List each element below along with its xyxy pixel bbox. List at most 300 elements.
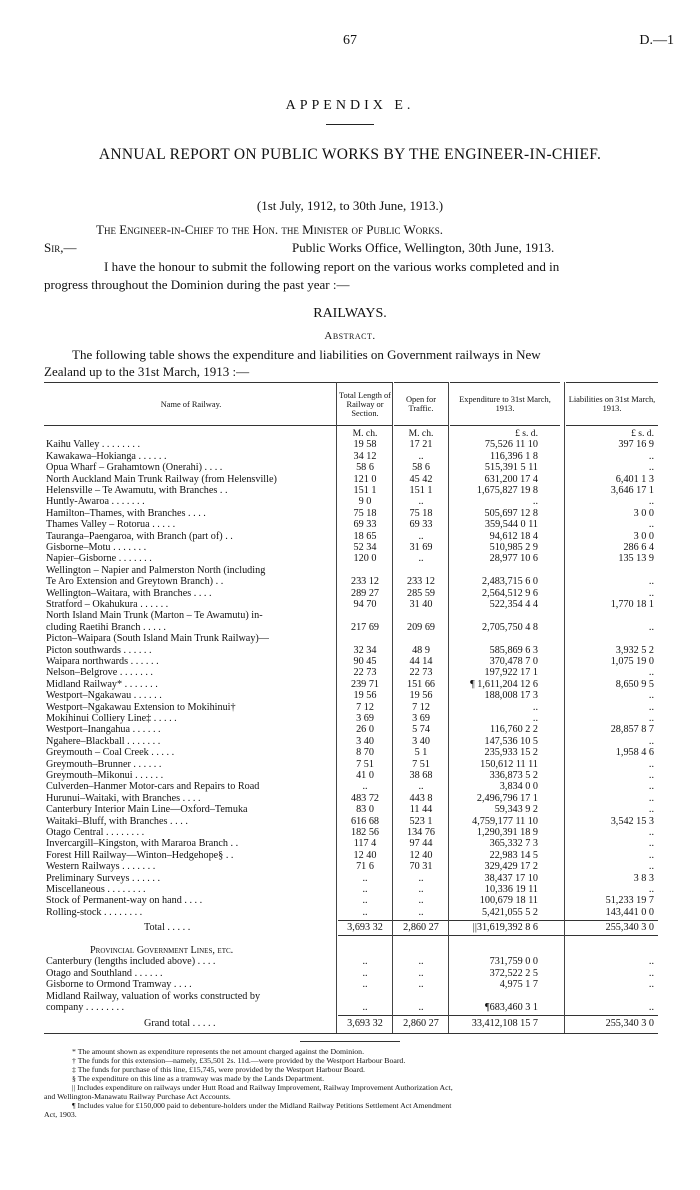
table-row bbox=[44, 519, 658, 530]
liabilities: .. bbox=[648, 758, 654, 770]
grand-total-liabilities: 255,340 3 0 bbox=[605, 1018, 654, 1030]
expenditure: 4,975 1 7 bbox=[499, 979, 538, 991]
grand-total-rule bbox=[338, 1015, 658, 1016]
open-for-traffic: 233 12 bbox=[406, 576, 435, 588]
railway-name: Westport–Ngakawau Extension to Mokihinui† bbox=[46, 701, 236, 713]
section-title: RAILWAYS. bbox=[313, 306, 387, 321]
liabilities: .. bbox=[648, 804, 654, 816]
total-length: 71 6 bbox=[356, 861, 374, 873]
open-for-traffic: 11 44 bbox=[409, 804, 433, 816]
total-length: .. bbox=[362, 956, 368, 968]
expenditure: 100,679 18 11 bbox=[479, 895, 538, 907]
total-length: 69 33 bbox=[353, 519, 377, 531]
total-length: 7 51 bbox=[356, 758, 374, 770]
report-title: ANNUAL REPORT ON PUBLIC WORKS BY THE ENGINEER-IN-CHIEF. bbox=[98, 146, 602, 163]
total-length: 58 6 bbox=[356, 462, 374, 474]
provincial-row bbox=[44, 968, 658, 979]
liabilities: .. bbox=[648, 519, 654, 531]
expenditure: 150,612 11 11 bbox=[480, 758, 538, 770]
table-row bbox=[44, 576, 658, 587]
expenditure: 505,697 12 8 bbox=[484, 507, 538, 519]
open-for-traffic: 5 1 bbox=[414, 747, 428, 759]
expenditure: 3,834 0 0 bbox=[499, 781, 538, 793]
railway-name: Canterbury Interior Main Line—Oxford–Temuka bbox=[46, 804, 248, 816]
railway-name: Stock of Permanent-way on hand . . . . bbox=[46, 895, 203, 907]
footnote: Act, 1903. bbox=[44, 1109, 77, 1119]
railway-name: Greymouth – Coal Creek . . . . . bbox=[46, 747, 175, 759]
liabilities: .. bbox=[648, 956, 654, 968]
total-length: 3,693 32 bbox=[347, 922, 383, 934]
open-for-traffic: .. bbox=[418, 553, 424, 565]
footnote: ¶ Includes value for £150,000 paid to debenture-holders under the Midland Railway Petitions Settlement Act Amendment bbox=[72, 1100, 452, 1110]
column-divider bbox=[392, 382, 393, 1033]
total-length: 19 58 bbox=[353, 439, 377, 451]
railway-name: Rolling-stock . . . . . . . . bbox=[46, 906, 143, 918]
total-length: 52 34 bbox=[353, 542, 377, 553]
intro-paragraph-line: I have the honour to submit the following report on the various works completed and in bbox=[104, 259, 560, 274]
table-row bbox=[44, 759, 658, 770]
total-length: 7 12 bbox=[356, 701, 374, 713]
open-for-traffic: .. bbox=[418, 781, 424, 793]
header-liabilities: Liabilities on 31st March, 1913. bbox=[566, 382, 658, 426]
total-length: 3 69 bbox=[356, 713, 374, 724]
expenditure: 510,985 2 9 bbox=[489, 542, 538, 553]
units-row bbox=[44, 428, 658, 439]
expenditure: 336,873 5 2 bbox=[489, 770, 538, 781]
table-row bbox=[44, 793, 658, 804]
heading-rule bbox=[326, 124, 374, 125]
table-row bbox=[44, 804, 658, 815]
table-bottom-rule bbox=[44, 1033, 658, 1034]
railway-name: Wellington – Napier and Palmerston North (including bbox=[46, 564, 266, 576]
total-length: .. bbox=[362, 872, 368, 884]
expenditure: 188,008 17 3 bbox=[484, 690, 538, 702]
expenditure: 5,421,055 5 2 bbox=[481, 906, 538, 918]
liabilities: 6,401 1 3 bbox=[615, 473, 654, 485]
railway-name: Opua Wharf – Grahamtown (Onerahi) . . . . bbox=[46, 462, 223, 474]
total-length: .. bbox=[362, 895, 368, 907]
total-length: 41 0 bbox=[356, 770, 374, 781]
railway-name: Helensville – Te Awamutu, with Branches . . bbox=[46, 485, 228, 496]
provincial-heading-text: Provincial Government Lines, etc. bbox=[90, 945, 234, 956]
expenditure: 2,483,715 6 0 bbox=[481, 576, 538, 588]
open-for-traffic: 22 73 bbox=[409, 667, 433, 679]
liabilities: .. bbox=[648, 792, 654, 804]
railway-name: Greymouth–Brunner . . . . . . bbox=[46, 758, 162, 770]
expenditure: 1,290,391 18 9 bbox=[476, 827, 538, 838]
total-liabilities: 255,340 3 0 bbox=[605, 922, 654, 934]
railway-name: Gisborne–Motu . . . . . . . bbox=[46, 542, 147, 553]
table-row bbox=[44, 610, 658, 621]
open-for-traffic: 31 40 bbox=[409, 599, 433, 610]
total-open: 2,860 27 bbox=[403, 922, 439, 934]
total-rule bbox=[338, 920, 658, 921]
table-row bbox=[44, 850, 658, 861]
column-divider bbox=[336, 382, 337, 1033]
column-divider bbox=[448, 382, 449, 1033]
liabilities: 28,857 8 7 bbox=[610, 724, 654, 736]
intro-paragraph-line: progress throughout the Dominion during the past year :— bbox=[44, 277, 350, 292]
provincial-row bbox=[44, 991, 658, 1002]
salutation: Sir,— bbox=[44, 240, 77, 255]
total-length: 12 40 bbox=[353, 849, 377, 861]
railway-name: Preliminary Surveys . . . . . . bbox=[46, 872, 161, 884]
railway-name: Kaihu Valley . . . . . . . . bbox=[46, 439, 141, 451]
open-for-traffic: 12 40 bbox=[409, 849, 433, 861]
total-length: .. bbox=[362, 906, 368, 918]
appendix-heading: APPENDIX E. bbox=[285, 98, 415, 113]
liabilities: .. bbox=[648, 667, 654, 679]
expenditure: .. bbox=[532, 496, 538, 508]
railway-name: Wellington–Waitara, with Branches . . . . bbox=[46, 587, 212, 599]
liabilities: .. bbox=[648, 770, 654, 781]
open-for-traffic: 48 9 bbox=[412, 644, 430, 656]
unit-length: M. ch. bbox=[352, 428, 378, 439]
table-row bbox=[44, 531, 658, 542]
liabilities: 3 8 3 bbox=[633, 872, 654, 884]
railway-name: Stratford – Okahukura . . . . . . bbox=[46, 599, 169, 610]
expenditure: 235,933 15 2 bbox=[484, 747, 538, 759]
provincial-row bbox=[44, 1002, 658, 1013]
open-for-traffic: .. bbox=[418, 956, 424, 968]
unit-expenditure: £ s. d. bbox=[515, 428, 538, 439]
total-label: Total . . . . . bbox=[144, 922, 191, 934]
open-for-traffic: 17 21 bbox=[409, 439, 433, 451]
total-length: 8 70 bbox=[356, 747, 374, 759]
table-row bbox=[44, 633, 658, 644]
liabilities: .. bbox=[648, 496, 654, 508]
expenditure: 372,522 2 5 bbox=[489, 967, 538, 979]
expenditure: 22,983 14 5 bbox=[489, 849, 538, 861]
open-for-traffic: 97 44 bbox=[409, 838, 433, 850]
liabilities: 51,233 19 7 bbox=[605, 895, 654, 907]
total-length: .. bbox=[362, 884, 368, 895]
office-dateline: Public Works Office, Wellington, 30th June, 1913. bbox=[292, 240, 555, 255]
table-row bbox=[44, 770, 658, 781]
table-row bbox=[44, 827, 658, 838]
liabilities: 1,075 19 0 bbox=[610, 656, 654, 667]
table-row bbox=[44, 816, 658, 827]
liabilities: .. bbox=[648, 713, 654, 724]
railway-name: Mokihinui Colliery Line‡ . . . . . bbox=[46, 713, 177, 724]
table-row bbox=[44, 462, 658, 473]
open-for-traffic: 58 6 bbox=[412, 462, 430, 474]
open-for-traffic: .. bbox=[418, 530, 424, 542]
footnote-rule bbox=[300, 1041, 400, 1042]
table-row bbox=[44, 781, 658, 792]
report-dates: (1st July, 1912, to 30th June, 1913.) bbox=[256, 198, 444, 213]
liabilities: 3 0 0 bbox=[633, 507, 654, 519]
railway-name: Nelson–Belgrove . . . . . . . bbox=[46, 667, 153, 679]
railway-name: Invercargill–Kingston, with Mararoa Branch . . bbox=[46, 838, 239, 850]
railway-name: North Auckland Main Trunk Railway (from Helensville) bbox=[46, 473, 277, 485]
expenditure: 59,343 9 2 bbox=[494, 804, 538, 816]
liabilities: 3 0 0 bbox=[633, 530, 654, 542]
total-length: 217 69 bbox=[350, 621, 379, 633]
liabilities: .. bbox=[648, 735, 654, 747]
total-length: .. bbox=[362, 781, 368, 793]
header-name: Name of Railway. bbox=[44, 382, 338, 426]
liabilities: 397 16 9 bbox=[618, 439, 654, 451]
table-row bbox=[44, 690, 658, 701]
open-for-traffic: 523 1 bbox=[409, 815, 433, 827]
liabilities: 3,542 15 3 bbox=[610, 815, 654, 827]
liabilities: .. bbox=[648, 838, 654, 850]
addressing-line: The Engineer-in-Chief to the Hon. the Minister of Public Works. bbox=[96, 222, 443, 237]
expenditure: 522,354 4 4 bbox=[489, 599, 538, 610]
railway-name: Napier–Gisborne . . . . . . . bbox=[46, 553, 152, 565]
table-row bbox=[44, 542, 658, 553]
railway-name: Midland Railway, valuation of works constructed by bbox=[46, 990, 261, 1002]
open-for-traffic: .. bbox=[418, 979, 424, 991]
total-length: 26 0 bbox=[356, 724, 374, 736]
expenditure: 116,760 2 2 bbox=[489, 724, 538, 736]
table-intro-line: The following table shows the expenditure and liabilities on Government railways in New bbox=[72, 347, 541, 362]
total-row bbox=[44, 922, 658, 933]
footnote: † The funds for this extension—namely, £35,501 2s. 11d.—were provided by the Westport Harbour Board. bbox=[72, 1055, 406, 1065]
railway-name: company . . . . . . . . bbox=[46, 1002, 125, 1013]
table-row bbox=[44, 553, 658, 564]
table-row bbox=[44, 645, 658, 656]
railway-name: Tauranga–Paengaroa, with Branch (part of) . . bbox=[46, 530, 233, 542]
railway-name: Waipara northwards . . . . . . bbox=[46, 656, 159, 667]
total-rule bbox=[338, 935, 658, 936]
liabilities: 286 6 4 bbox=[623, 542, 654, 553]
total-length: 151 1 bbox=[353, 485, 377, 496]
grand-total-label: Grand total . . . . . bbox=[144, 1018, 216, 1030]
page-number: 67 bbox=[343, 33, 357, 48]
expenditure: 585,869 6 3 bbox=[489, 644, 538, 656]
expenditure: 116,396 1 8 bbox=[489, 450, 538, 462]
total-length: 239 71 bbox=[350, 678, 379, 690]
grand-total-row bbox=[44, 1018, 658, 1029]
table-row bbox=[44, 485, 658, 496]
open-for-traffic: 44 14 bbox=[409, 656, 433, 667]
header-expenditure: Expenditure to 31st March, 1913. bbox=[450, 382, 560, 426]
expenditure: 28,977 10 6 bbox=[489, 553, 538, 565]
grand-total-expenditure: 33,412,108 15 7 bbox=[471, 1018, 538, 1030]
railway-name: Westport–Ngakawau . . . . . . bbox=[46, 690, 162, 702]
railway-name: Culverden–Hanmer Motor-cars and Repairs to Road bbox=[46, 781, 260, 793]
table-row bbox=[44, 599, 658, 610]
liabilities: 135 13 9 bbox=[618, 553, 654, 565]
expenditure: 1,675,827 19 8 bbox=[476, 485, 538, 496]
expenditure: 197,922 17 1 bbox=[484, 667, 538, 679]
total-length: .. bbox=[362, 979, 368, 991]
open-for-traffic: 38 68 bbox=[409, 770, 433, 781]
railway-name: Greymouth–Mikonui . . . . . . bbox=[46, 770, 164, 781]
expenditure: 2,496,796 17 1 bbox=[476, 792, 538, 804]
total-length: 117 4 bbox=[353, 838, 377, 850]
total-length: 182 56 bbox=[350, 827, 379, 838]
open-for-traffic: 209 69 bbox=[406, 621, 435, 633]
liabilities: .. bbox=[648, 587, 654, 599]
open-for-traffic: .. bbox=[418, 906, 424, 918]
expenditure: 515,391 5 11 bbox=[484, 462, 538, 474]
table-intro-line: Zealand up to the 31st March, 1913 :— bbox=[44, 364, 250, 379]
total-length: 483 72 bbox=[350, 792, 379, 804]
liabilities: .. bbox=[648, 621, 654, 633]
open-for-traffic: 3 69 bbox=[412, 713, 430, 724]
table-row bbox=[44, 667, 658, 678]
footnote: and Wellington-Manawatu Railway Purchase Act Accounts. bbox=[44, 1091, 231, 1101]
expenditure: 631,200 17 4 bbox=[484, 473, 538, 485]
total-length: 83 0 bbox=[356, 804, 374, 816]
liabilities: .. bbox=[648, 462, 654, 474]
railway-name: cluding Raetihi Branch . . . . . bbox=[46, 621, 166, 633]
footnote: § The expenditure on this line as a tramway was made by the Lands Department. bbox=[72, 1073, 325, 1083]
document-reference: D.—1 bbox=[639, 33, 674, 48]
table-row bbox=[44, 474, 658, 485]
grand-total-open: 2,860 27 bbox=[403, 1018, 439, 1030]
total-length: 32 34 bbox=[353, 644, 377, 656]
table-row bbox=[44, 884, 658, 895]
open-for-traffic: .. bbox=[418, 967, 424, 979]
open-for-traffic: 151 66 bbox=[406, 678, 435, 690]
column-divider bbox=[564, 382, 565, 1033]
liabilities: 143,441 0 0 bbox=[605, 906, 654, 918]
total-length: 94 70 bbox=[353, 599, 377, 610]
table-row bbox=[44, 439, 658, 450]
liabilities: 3,932 5 2 bbox=[615, 644, 654, 656]
total-length: 616 68 bbox=[350, 815, 379, 827]
total-length: 121 0 bbox=[353, 473, 377, 485]
provincial-row bbox=[44, 979, 658, 990]
expenditure: 370,478 7 0 bbox=[489, 656, 538, 667]
unit-liabilities: £ s. d. bbox=[631, 428, 654, 439]
liabilities: .. bbox=[648, 1002, 654, 1013]
open-for-traffic: 31 69 bbox=[409, 542, 433, 553]
total-length: 90 45 bbox=[353, 656, 377, 667]
liabilities: 1,958 4 6 bbox=[615, 747, 654, 759]
railway-name: Ngahere–Blackball . . . . . . . bbox=[46, 735, 161, 747]
table-row bbox=[44, 702, 658, 713]
table-row bbox=[44, 508, 658, 519]
footnote: * The amount shown as expenditure represents the net amount charged against the Dominion. bbox=[72, 1046, 365, 1056]
open-for-traffic: 19 56 bbox=[409, 690, 433, 702]
railway-name: Western Railways . . . . . . . bbox=[46, 861, 156, 873]
open-for-traffic: 3 40 bbox=[412, 735, 430, 747]
table-row bbox=[44, 713, 658, 724]
grand-total-length: 3,693 32 bbox=[347, 1018, 383, 1030]
open-for-traffic: .. bbox=[418, 496, 424, 508]
total-length: 120 0 bbox=[353, 553, 377, 565]
railway-name: Otago and Southland . . . . . . bbox=[46, 967, 163, 979]
total-expenditure: ||31,619,392 8 6 bbox=[472, 922, 538, 934]
liabilities: .. bbox=[648, 690, 654, 702]
liabilities: .. bbox=[648, 884, 654, 895]
open-for-traffic: 285 59 bbox=[406, 587, 435, 599]
expenditure: 38,437 17 10 bbox=[484, 872, 538, 884]
expenditure: 10,336 19 11 bbox=[484, 884, 538, 895]
total-length: 233 12 bbox=[350, 576, 379, 588]
table-row bbox=[44, 588, 658, 599]
total-length: 3 40 bbox=[356, 735, 374, 747]
table-row bbox=[44, 838, 658, 849]
expenditure: 94,612 18 4 bbox=[489, 530, 538, 542]
railway-name: Westport–Inangahua . . . . . . bbox=[46, 724, 161, 736]
expenditure: .. bbox=[532, 701, 538, 713]
total-length: 19 56 bbox=[353, 690, 377, 702]
expenditure: 4,759,177 11 10 bbox=[472, 815, 538, 827]
railway-name: Forest Hill Railway—Winton–Hedgehope§ . . bbox=[46, 849, 234, 861]
railway-name: Gisborne to Ormond Tramway . . . . bbox=[46, 979, 192, 991]
footnote: || Includes expenditure on railways under Hutt Road and Railway Improvement, Railway Improvement Authorization Act, bbox=[72, 1082, 453, 1092]
total-length: 18 65 bbox=[353, 530, 377, 542]
liabilities: 3,646 17 1 bbox=[610, 485, 654, 496]
open-for-traffic: 7 51 bbox=[412, 758, 430, 770]
table-row bbox=[44, 656, 658, 667]
total-length: .. bbox=[362, 1002, 368, 1013]
liabilities: 8,650 9 5 bbox=[615, 678, 654, 690]
railway-name: North Island Main Trunk (Marton – Te Awamutu) in- bbox=[46, 610, 263, 622]
open-for-traffic: 7 12 bbox=[412, 701, 430, 713]
total-length: 9 0 bbox=[358, 496, 372, 508]
table-row bbox=[44, 679, 658, 690]
footnote: ‡ The funds for purchase of this line, £15,745, were provided by the Westport Harbour Board. bbox=[72, 1064, 365, 1074]
table-row bbox=[44, 861, 658, 872]
total-length: 22 73 bbox=[353, 667, 377, 679]
table-row bbox=[44, 895, 658, 906]
railway-name: Midland Railway* . . . . . . . bbox=[46, 678, 158, 690]
abstract-label: Abstract. bbox=[324, 330, 376, 342]
railway-name: Te Aro Extension and Greytown Branch) . . bbox=[46, 576, 224, 588]
railway-name: Miscellaneous . . . . . . . . bbox=[46, 884, 146, 895]
total-length: 34 12 bbox=[353, 450, 377, 462]
railway-name: Kawakawa–Hokianga . . . . . . bbox=[46, 450, 167, 462]
expenditure: ¶683,460 3 1 bbox=[484, 1002, 538, 1013]
open-for-traffic: 134 76 bbox=[406, 827, 435, 838]
provincial-heading bbox=[44, 945, 658, 956]
expenditure: 2,564,512 9 6 bbox=[481, 587, 538, 599]
total-length: .. bbox=[362, 967, 368, 979]
railway-name: Thames Valley – Rotorua . . . . . bbox=[46, 519, 176, 531]
table-row bbox=[44, 565, 658, 576]
liabilities: 1,770 18 1 bbox=[610, 599, 654, 610]
header-length: Total Length of Railway or Section. bbox=[338, 382, 392, 426]
expenditure: 731,759 0 0 bbox=[489, 956, 538, 968]
liabilities: .. bbox=[648, 827, 654, 838]
expenditure: 365,332 7 3 bbox=[489, 838, 538, 850]
liabilities: .. bbox=[648, 861, 654, 873]
open-for-traffic: 69 33 bbox=[409, 519, 433, 531]
railway-name: Picton–Waipara (South Island Main Trunk Railway)— bbox=[46, 633, 269, 645]
railway-name: Huntly-Awaroa . . . . . . . bbox=[46, 496, 145, 508]
expenditure: 147,536 10 5 bbox=[484, 735, 538, 747]
railway-name: Canterbury (lengths included above) . . . . bbox=[46, 956, 216, 968]
total-length: 289 27 bbox=[350, 587, 379, 599]
table-row bbox=[44, 907, 658, 918]
table-row bbox=[44, 873, 658, 884]
railway-name: Picton southwards . . . . . . bbox=[46, 644, 152, 656]
open-for-traffic: .. bbox=[418, 872, 424, 884]
open-for-traffic: .. bbox=[418, 884, 424, 895]
open-for-traffic: .. bbox=[418, 450, 424, 462]
table-row bbox=[44, 496, 658, 507]
railway-name: Waitaki–Bluff, with Branches . . . . bbox=[46, 815, 188, 827]
table-row bbox=[44, 451, 658, 462]
open-for-traffic: .. bbox=[418, 895, 424, 907]
railway-name: Hamilton–Thames, with Branches . . . . bbox=[46, 507, 206, 519]
table-row bbox=[44, 736, 658, 747]
open-for-traffic: 75 18 bbox=[409, 507, 433, 519]
open-for-traffic: 443 8 bbox=[409, 792, 433, 804]
provincial-row bbox=[44, 956, 658, 967]
table-row bbox=[44, 747, 658, 758]
table-row bbox=[44, 622, 658, 633]
liabilities: .. bbox=[648, 967, 654, 979]
unit-open: M. ch. bbox=[408, 428, 434, 439]
